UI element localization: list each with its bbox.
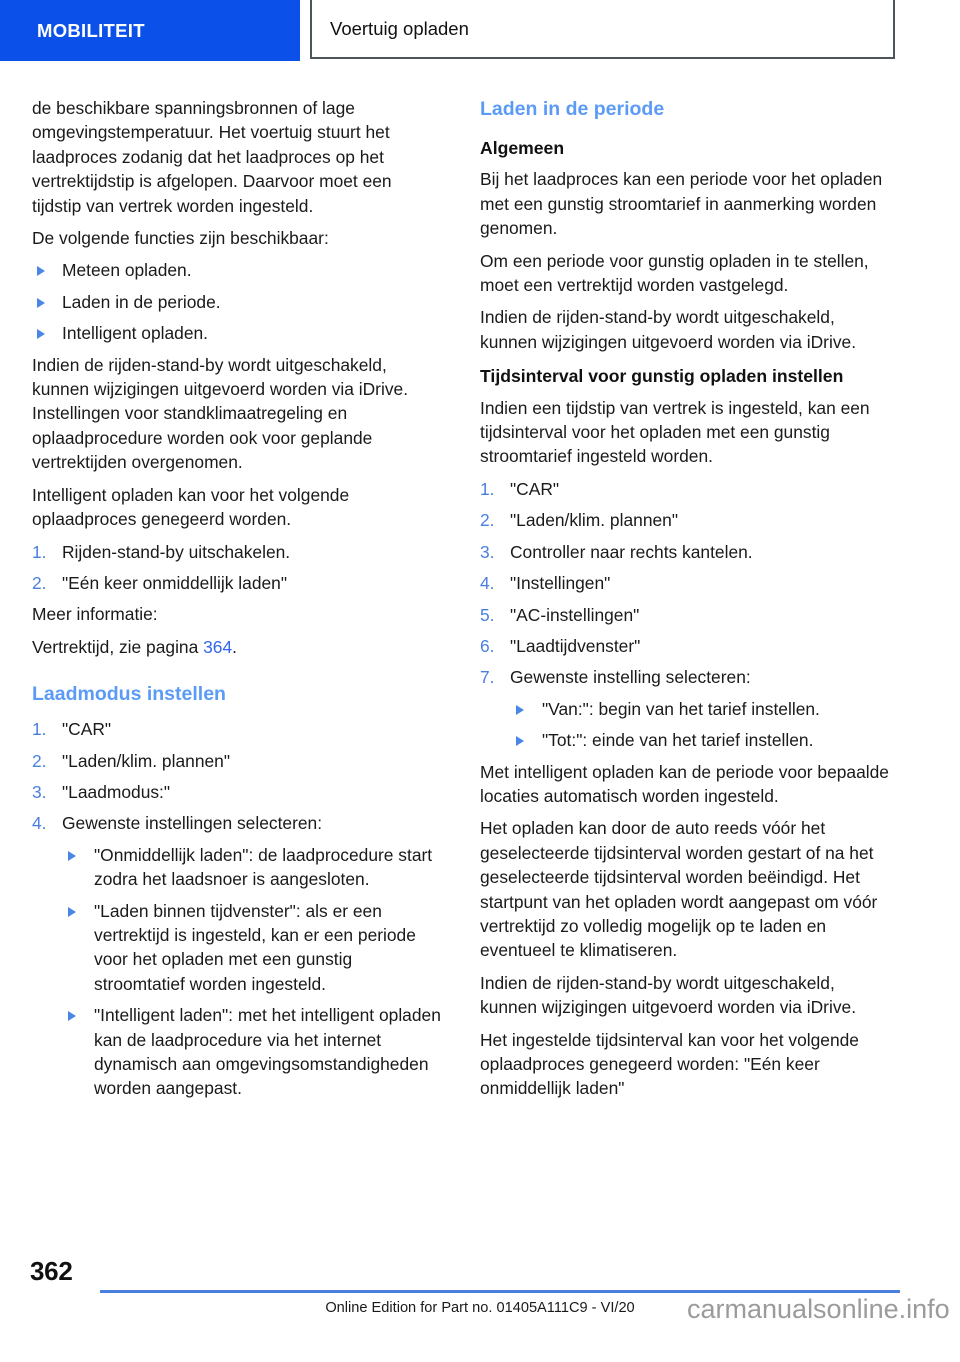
list-item-label: "Van:": begin van het tarief instellen. (542, 698, 820, 719)
list-item-label: "Tot:": einde van het tarief instellen. (542, 730, 814, 751)
list-item-label: Meteen opladen. (62, 260, 192, 281)
list-item (510, 728, 891, 752)
list-item-label: "CAR" (510, 478, 560, 499)
page-content (0, 96, 960, 1256)
more-info-text-after: . (232, 636, 237, 657)
more-info-reference (32, 635, 443, 659)
more-info-text-before: Vertrektijd, zie pagina (32, 636, 204, 657)
page-header (0, 0, 960, 62)
list-item (32, 811, 443, 835)
edition-note: Online Edition for Part no. 01405A111C9 - VI/20 (325, 1300, 635, 1316)
header-section-tab (310, 0, 895, 59)
page-number: 362 (30, 1256, 73, 1286)
header-chapter-tab (0, 0, 300, 61)
header-chapter-label: MOBILITEIT (37, 19, 145, 41)
list-item (480, 508, 891, 532)
list-item-label: "Laadmodus:" (62, 781, 171, 802)
interval-intro-paragraph: Indien een tijdstip van vertrek is ingesteld, kan een tijdsinterval voor het opladen met een gunstig stroomtarief ingesteld worden. (480, 397, 870, 467)
list-item-label: "Laden/klim. plannen" (62, 750, 231, 771)
page-footer (0, 1256, 960, 1362)
interval-steps-list (480, 477, 891, 690)
list-item (32, 290, 443, 314)
triangle-bullet-icon (37, 298, 45, 308)
list-item (32, 258, 443, 282)
list-item (62, 899, 443, 997)
skip-paragraph: Intelligent opladen kan voor het volgende oplaadproces genegeerd worden. (32, 484, 350, 530)
list-item (480, 477, 891, 501)
list-item-label: Intelligent opladen. (62, 323, 209, 344)
list-item-label: Rijden-stand-by uitschakelen. (62, 541, 291, 562)
closing-paragraph-3: Indien de rijden-stand-by wordt uitgeschakeld, kunnen wijzigingen uitgevoerd worden via iDrive. (480, 972, 857, 1018)
triangle-bullet-icon (68, 907, 76, 917)
closing-paragraph-1: Met intelligent opladen kan de periode voor bepaalde locaties automatisch worden ingesteld. (480, 761, 889, 806)
interval-subheading: Tijdsinterval voor gunstig opladen instellen (480, 366, 844, 387)
skip-steps-list (32, 540, 443, 596)
idrive-paragraph: Indien de rijden-stand-by wordt uitgeschakeld, kunnen wijzigingen uitgevoerd worden via iDrive. Instellingen voor standklimaatregeling en oplaadprocedure worden ook voor geplande vertrektijden overgenomen. (32, 354, 409, 473)
left-column (32, 96, 443, 1108)
more-info-label: Meer informatie: (32, 604, 158, 625)
charge-mode-heading: Laadmodus instellen (32, 683, 226, 706)
list-item-label: "AC-instellingen" (510, 604, 640, 625)
list-item-label: "Instellingen" (510, 573, 611, 594)
list-item-label: "Laden/klim. plannen" (510, 510, 679, 531)
general-paragraph-1: Bij het laadproces kan een periode voor het opladen met een gunstig stroomtarief in aanmerking worden genomen. (480, 169, 883, 239)
functions-list (32, 258, 443, 345)
list-item-label: "CAR" (62, 719, 112, 740)
triangle-bullet-icon (37, 266, 45, 276)
page-reference-link[interactable]: 364 (203, 636, 233, 657)
list-item (32, 717, 443, 741)
list-item (62, 843, 443, 892)
list-item (480, 634, 891, 658)
list-item-label: Gewenste instelling selecteren: (510, 667, 751, 688)
list-item-label: "Eén keer onmiddellijk laden" (62, 572, 288, 593)
list-item (510, 697, 891, 721)
list-item (32, 540, 443, 564)
list-item (480, 571, 891, 595)
list-item-label: Gewenste instellingen selecteren: (62, 813, 323, 834)
list-item (32, 780, 443, 804)
list-item (480, 665, 891, 689)
charge-mode-steps-list (32, 717, 443, 836)
footer-divider (100, 1290, 900, 1293)
header-section-label: Voertuig opladen (330, 17, 469, 39)
list-item-label: "Laden binnen tijdvenster": als er een vertrektijd is ingesteld, kan er een periode voor het opladen met een gunstig stroomtatief worden ingesteld. (94, 900, 416, 994)
triangle-bullet-icon (68, 851, 76, 861)
triangle-bullet-icon (516, 705, 524, 715)
list-item (480, 540, 891, 564)
list-item (62, 1003, 443, 1101)
list-item-label: Controller naar rechts kantelen. (510, 541, 753, 562)
list-item (480, 603, 891, 627)
closing-paragraph-4: Het ingestelde tijdsinterval kan voor het volgende oplaadproces genegeerd worden: "Eén keer onmiddellijk laden" (480, 1029, 859, 1099)
list-item (32, 321, 443, 345)
list-item (32, 749, 443, 773)
triangle-bullet-icon (37, 329, 45, 339)
list-item-label: "Intelligent laden": met het intelligent opladen kan de laadprocedure via het internet dynamisch aan omgevingsomstandigheden worden aangepast. (94, 1005, 441, 1099)
triangle-bullet-icon (516, 736, 524, 746)
triangle-bullet-icon (68, 1011, 76, 1021)
list-item-label: "Laadtijdvenster" (510, 635, 641, 656)
list-item-label: "Onmiddellijk laden": de laadprocedure start zodra het laadsnoer is aangesloten. (94, 844, 433, 890)
right-column (480, 96, 891, 1109)
general-subheading: Algemeen (480, 138, 565, 158)
general-paragraph-3: Indien de rijden-stand-by wordt uitgeschakeld, kunnen wijzigingen uitgevoerd worden via iDrive. (480, 307, 857, 352)
list-item-label: Laden in de periode. (62, 291, 221, 312)
functions-lead: De volgende functies zijn beschikbaar: (32, 228, 329, 249)
interval-options-list (510, 697, 891, 753)
list-item (32, 571, 443, 595)
charge-mode-options-list (62, 843, 443, 1101)
general-paragraph-2: Om een periode voor gunstig opladen in te stellen, moet een vertrektijd worden vastgelegd. (480, 250, 869, 296)
closing-paragraph-2: Het opladen kan door de auto reeds vóór het geselecteerde tijdsinterval worden gestart of na het geselecteerde tijdsinterval worden beëindigd. Het startpunt van het opladen wordt aangepast om vóór vertrektijd zo volledig mogelijk op te laden en eventueel te klimatiseren. (480, 818, 878, 961)
right-section-heading: Laden in de periode (480, 98, 665, 120)
intro-paragraph: de beschikbare spanningsbronnen of lage omgevingstemperatuur. Het voertuig stuurt het laadproces zodanig dat het laadproces op het vertrektijdstip is afgelopen. Daarvoor moet een tijdstip van vertrek worden ingesteld. (32, 98, 392, 216)
site-watermark: carmanualsonline.info (687, 1294, 950, 1324)
